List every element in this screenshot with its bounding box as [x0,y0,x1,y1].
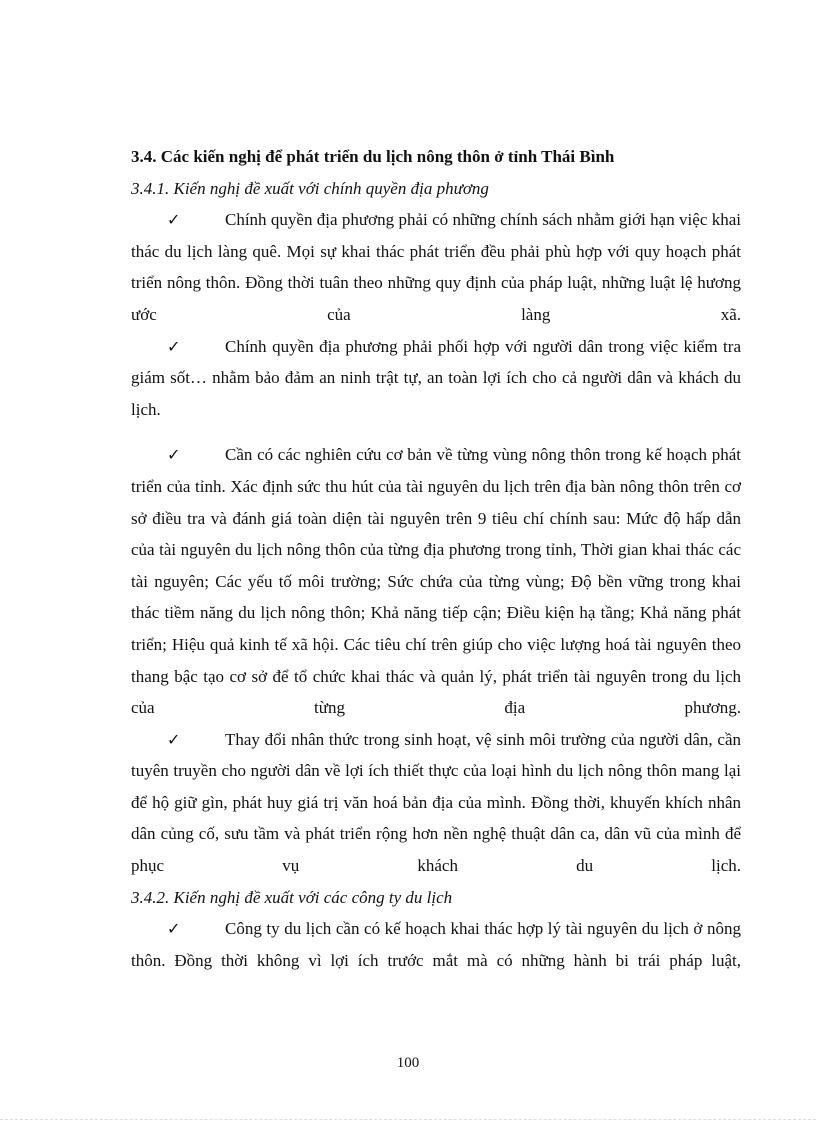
page-content [131,141,741,976]
section-heading: 3.4. Các kiến nghị để phát triển du lịch nông thôn ở tỉnh Thái Bình [131,147,615,166]
paragraph-text: Chính quyền địa phương phải có những chính sách nhằm giới hạn việc khai thác du lịch làng quê. Mọi sự khai thác phát triển đều phải phù hợp với quy hoạch phát triển nông thôn. Đồng thời tuân theo những quy định của pháp luật, những luật lệ hương ước của làng xã. [131,210,741,324]
paragraph-text: Chính quyền địa phương phải phối hợp với người dân trong việc kiểm tra giám sốt… nhằm bảo đảm an ninh trật tự, an toàn lợi ích cho cả người dân và khách du lịch. [131,336,741,419]
page-bottom-divider [0,1119,816,1120]
paragraph-bullet [131,331,741,426]
subsection-heading-3-4-1: 3.4.1. Kiến nghị đề xuất với chính quyền địa phương [131,178,489,198]
checkmark-icon: ✓ [167,445,181,465]
page-number: 100 [396,1055,420,1071]
paragraph-bullet [131,439,741,723]
paragraph-bullet [131,913,741,976]
subsection-heading-3-4-2: 3.4.2. Kiến nghị đề xuất với các công ty du lịch [131,887,453,907]
checkmark-icon: ✓ [167,729,181,749]
paragraph-text: Cần có các nghiên cứu cơ bản về từng vùng nông thôn trong kế hoạch phát triển của tỉnh. Xác định sức thu hút của tài nguyên du lịch trên địa bàn nông thôn trên cơ sở điều tra và đánh giá toàn diện tài nguyên trên 9 tiêu chí chính sau: Mức độ hấp dẫn của tài nguyên du lịch nông thôn của từng địa phương trong tỉnh, Thời gian khai thác các tài nguyên; Các yếu tố môi trường; Sức chứa của từng vùng; Độ bền vững trong khai thác tiềm năng du lịch nông thôn; Khả năng tiếp cận; Điều kiện hạ tầng; Khả năng phát triển; Hiệu quả kinh tế xã hội. Các tiêu chí trên giúp cho việc lượng hoá tài nguyên theo thang bậc tạo cơ sở để tổ chức khai thác và quản lý, phát triển tài nguyên trong du lịch của từng địa phương. [131,445,741,718]
paragraph-text: Thay đổi nhân thức trong sinh hoạt, vệ sinh môi trường của người dân, cần tuyên truyền cho người dân về lợi ích thiết thực của loại hình du lịch nông thôn mang lại để hộ giữ gìn, phát huy giá trị văn hoá bản địa của mình. Đồng thời, khuyến khích nhân dân củng cố, sưu tầm và phát triển rộng hơn nền nghệ thuật dân ca, dân vũ của mình để phục vụ khách du lịch. [131,729,741,876]
checkmark-icon: ✓ [167,919,181,939]
checkmark-icon: ✓ [167,210,181,230]
checkmark-icon: ✓ [167,336,181,356]
paragraph-text: Công ty du lịch cần có kế hoạch khai thác hợp lý tài nguyên du lịch ở nông thôn. Đồng thời không vì lợi ích trước mắt mà có những hành bi trái pháp luật, [131,919,741,970]
paragraph-bullet [131,204,741,330]
paragraph-bullet [131,724,741,882]
